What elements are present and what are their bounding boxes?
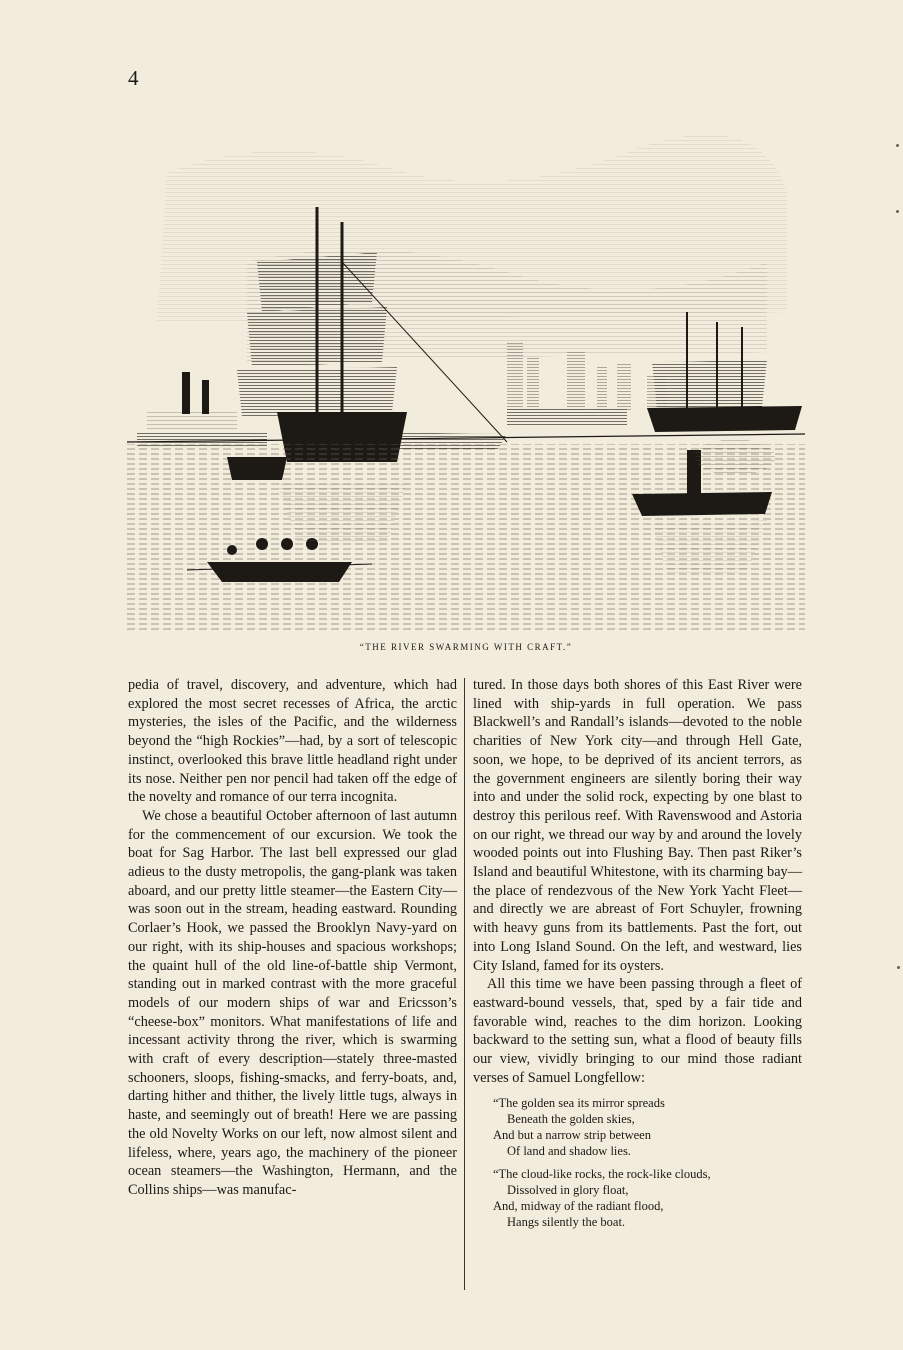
illustration-caption: “THE RIVER SWARMING WITH CRAFT.” [359, 642, 573, 652]
paper-speck [896, 144, 899, 147]
paper-speck [897, 966, 900, 969]
paragraph: All this time we have been passing through a fleet of eastward-bound vessels, that, sped by a fair tide and favorable wind, reaches to the dim horizon. Looking backward to the setting sun, what a flood of beauty fills our view, vividly bringing to our mind those radiant verses of Samuel Longfellow: [473, 976, 802, 1086]
poem-line: Dissolved in glory float, [507, 1183, 629, 1198]
poem-line: Beneath the golden skies, [507, 1112, 635, 1127]
poem-line: “The cloud-like rocks, the rock-like clouds, [493, 1167, 711, 1182]
poem [493, 1095, 802, 1230]
harbor-engraving [127, 112, 805, 632]
poem-line: Hangs silently the boat. [507, 1215, 626, 1230]
right-column [473, 676, 802, 1237]
column-divider [464, 678, 465, 1290]
poem-stanza [493, 1166, 802, 1230]
poem-line: And, midway of the radiant flood, [493, 1199, 664, 1214]
page-number: 4 [128, 66, 139, 90]
paragraph: pedia of travel, discovery, and adventure, which had explored the most secret recesses of Africa, the arctic mysteries, the isles of the Pacific, and the wilderness beyond the “high Rockies”—had, by a sort of telescopic instinct, overlooked this brave little headland right under its nose. Neither pen nor pencil had taken off the edge of the novelty and romance of our terra incognita. [128, 677, 457, 806]
poem-line: And but a narrow strip between [493, 1128, 651, 1143]
left-column [128, 676, 457, 1200]
poem-stanza [493, 1095, 802, 1159]
poem-line: Of land and shadow lies. [507, 1144, 631, 1159]
paragraph: tured. In those days both shores of this East River were lined with ship-yards in full operation. We pass Blackwell’s and Randall’s islands—devoted to the noble charities of New York city—and through Hell Gate, soon, we hope, to be deprived of its ancient terrors, as the government engineers are silently boring their way into and under the solid rock, expecting by one blast to destroy this perilous reef. With Ravenswood and Astoria on our right, we thread our way by and around the lovely wooded points out into Flushing Bay. Then past Riker’s Island and beautiful Whitestone, with its charming bay—the place of rendezvous of the New York Yacht Fleet—and directly we are abreast of Fort Schuyler, frowning with heavy guns from its battlements. Past the fort, out into Long Island Sound. On the left, and westward, lies City Island, famed for its oysters. [473, 677, 802, 974]
poem-line: “The golden sea its mirror spreads [493, 1096, 665, 1111]
paper-speck [896, 210, 899, 213]
paragraph: We chose a beautiful October afternoon of last autumn for the commencement of our excursion. We took the boat for Sag Harbor. The last bell expressed our glad adieus to the dusty metropolis, the gang-plank was taken aboard, and our pretty little steamer—the Eastern City—was soon out in the stream, heading eastward. Rounding Corlaer’s Hook, we passed the Brooklyn Navy-yard on our right, with its ship-houses and spacious workshops; the quaint hull of the old line-of-battle ship Vermont, standing out in marked contrast with the more graceful models of our modern ships of war and Ericsson’s “cheese-box” monitors. What manifestations of life and incessant activity throng the river, which is swarming with craft of every description—stately three-masted schooners, sloops, fishing-smacks, and ferry-boats, and, darting hither and thither, the lively little tugs, always in haste, and seemingly out of breath! Here we are passing the old Novelty Works on our left, now almost silent and lifeless, where, years ago, the machinery of the pioneer ocean steamers—the Washington, Hermann, and the Collins ships—was manufac- [128, 807, 457, 1198]
